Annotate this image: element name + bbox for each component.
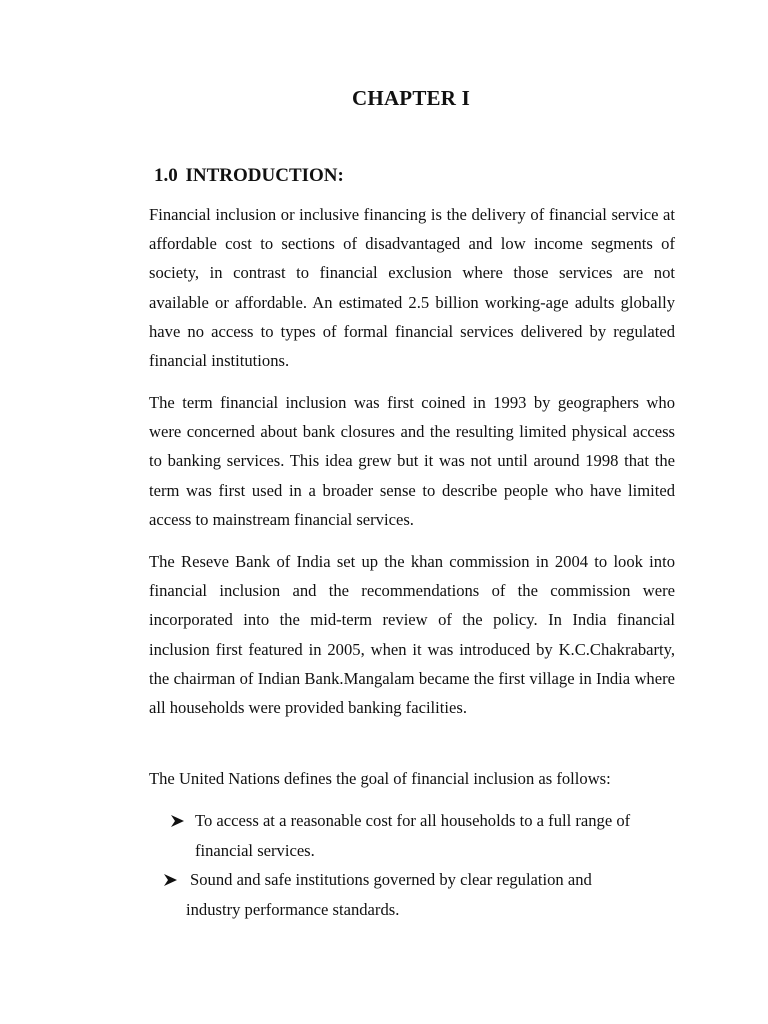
paragraph-india: The Reseve Bank of India set up the khan commission in 2004 to look into financial inclusion and the recommendations of the commission were incorporated into the mid-term review of the policy. In India financial inclusion first featured in 2005, when it was introduced by K.C.Chakrabarty, the chairman of Indian Bank.Mangalam became the first village in India where all households were provided banking facilities.: [149, 552, 675, 718]
section-heading: 1.0 INTRODUCTION:: [154, 165, 344, 186]
bullet-text-line2: financial services.: [195, 841, 315, 860]
arrowhead-bullet-icon: [171, 806, 187, 836]
bullet-text-line1: To access at a reasonable cost for all households to a full range of: [195, 811, 631, 830]
bullet-text-line2: industry performance standards.: [186, 900, 400, 919]
bullet-text-line1: Sound and safe institutions governed by clear regulation and: [190, 870, 592, 889]
chapter-title: CHAPTER I: [352, 86, 470, 110]
bullet-item: [164, 865, 684, 925]
bullet-item: [171, 806, 691, 866]
paragraph-un-goals-intro: The United Nations defines the goal of financial inclusion as follows:: [149, 769, 611, 788]
paragraph-history: The term financial inclusion was first coined in 1993 by geographers who were concerned about bank closures and the resulting limited physical access to banking services. This idea grew but it was not until around 1998 that the term was first used in a broader sense to describe people who have limited access to mainstream financial services.: [149, 393, 675, 529]
arrowhead-bullet-icon: [164, 865, 180, 895]
paragraph-definition: Financial inclusion or inclusive financing is the delivery of financial service at affordable cost to sections of disadvantaged and low income segments of society, in contrast to financial exclusion where those services are not available or affordable. An estimated 2.5 billion working-age adults globally have no access to types of formal financial services delivered by regulated financial institutions.: [149, 205, 675, 371]
